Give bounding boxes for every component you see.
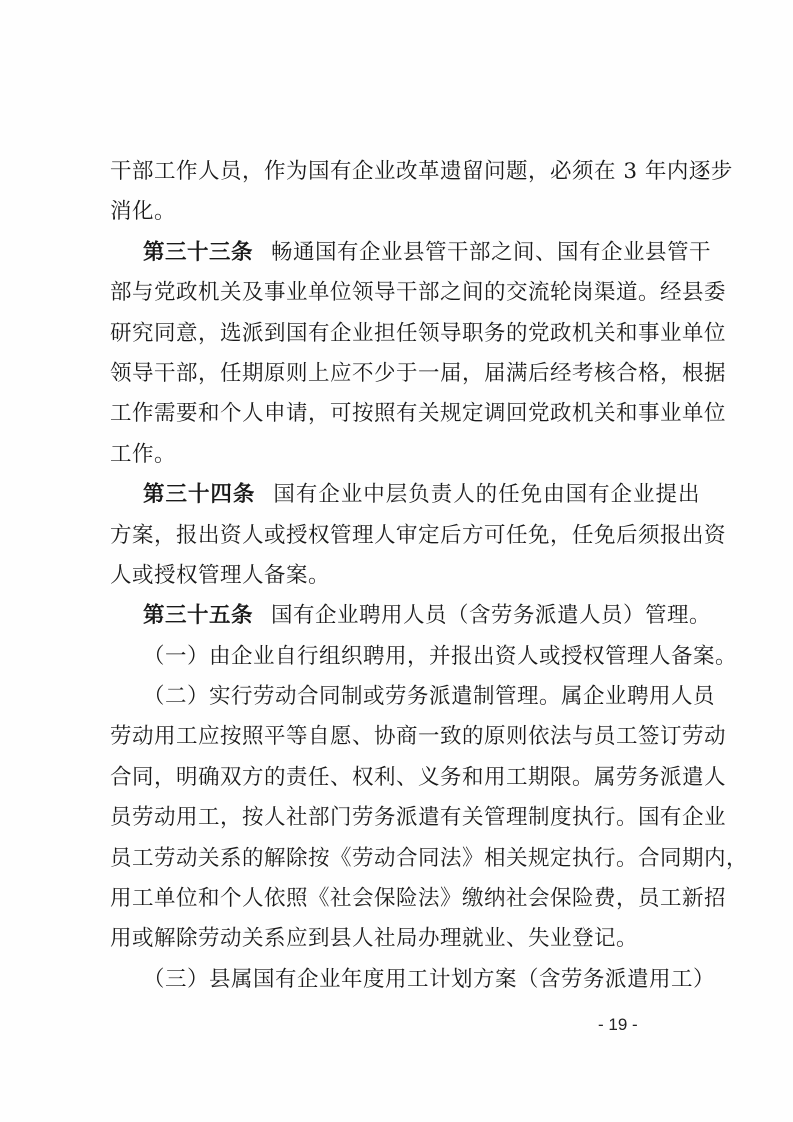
- line-text: 干部工作人员，作为国有企业改革遗留问题，必须在 3 年内逐步: [110, 159, 733, 184]
- line-text: 工作。: [110, 441, 177, 467]
- page-number: - 19 -: [598, 1015, 638, 1034]
- line-text: 工作需要和个人申请，可按照有关规定调回党政机关和事业单位: [110, 401, 727, 427]
- line-text: 国有企业中层负责人的任免由国有企业提出: [273, 482, 700, 508]
- article-heading: 第三十五条: [143, 603, 254, 629]
- line-text: （一）由企业自行组织聘用，并报出资人或授权管理人备案。: [143, 643, 738, 669]
- text-line: [110, 516, 727, 556]
- line-text: 研究同意，选派到国有企业担任领导职务的党政机关和事业单位: [110, 320, 727, 346]
- text-line: [110, 152, 733, 192]
- text-line: [110, 637, 738, 677]
- text-line: [110, 192, 700, 232]
- article-line: [110, 475, 700, 515]
- text-line: [110, 758, 727, 798]
- article-heading: 第三十四条: [143, 482, 256, 508]
- line-text: 国有企业聘用人员（含劳务派遣人员）管理。: [271, 603, 712, 629]
- text-line: [110, 960, 716, 1000]
- line-text: （二）实行劳动合同制或劳务派遣制管理。属企业聘用人员: [143, 684, 716, 710]
- text-line: [110, 394, 727, 434]
- text-line: [110, 273, 727, 313]
- line-text: 员劳动用工，按人社部门劳务派遣有关管理制度执行。国有企业: [110, 805, 727, 831]
- text-line: [110, 435, 700, 475]
- line-text: 员工劳动关系的解除按《劳动合同法》相关规定执行。合同期内，: [110, 845, 749, 871]
- text-line: [110, 879, 727, 919]
- text-line: [110, 798, 727, 838]
- article-heading: 第三十三条: [143, 239, 254, 265]
- line-text: 方案，报出资人或授权管理人审定后方可任免，任免后须报出资: [110, 522, 727, 548]
- text-line: [110, 677, 716, 717]
- line-text: （三）县属国有企业年度用工计划方案（含劳务派遣用工）: [143, 966, 716, 992]
- line-text: 领导干部，任期原则上应不少于一届，届满后经考核合格，根据: [110, 360, 727, 386]
- line-text: 劳动用工应按照平等自愿、协商一致的原则依法与员工签订劳动: [110, 724, 727, 750]
- document-body: [110, 152, 749, 1000]
- article-line: [110, 233, 712, 273]
- line-text: 用工单位和个人依照《社会保险法》缴纳社会保险费，员工新招: [110, 886, 727, 912]
- line-text: 人或授权管理人备案。: [110, 562, 331, 588]
- text-line: [110, 314, 727, 354]
- line-text: 合同，明确双方的责任、权利、义务和用工期限。属劳务派遣人: [110, 764, 727, 790]
- line-text: 畅通国有企业县管干部之间、国有企业县管干: [271, 239, 712, 265]
- line-text: 消化。: [110, 199, 177, 225]
- text-line: [110, 839, 749, 879]
- text-line: [110, 556, 700, 596]
- text-line: [110, 354, 727, 394]
- article-line: [110, 596, 712, 636]
- text-line: [110, 919, 700, 959]
- text-line: [110, 717, 727, 757]
- line-text: 用或解除劳动关系应到县人社局办理就业、失业登记。: [110, 926, 639, 952]
- line-text: 部与党政机关及事业单位领导干部之间的交流轮岗渠道。经县委: [110, 280, 727, 306]
